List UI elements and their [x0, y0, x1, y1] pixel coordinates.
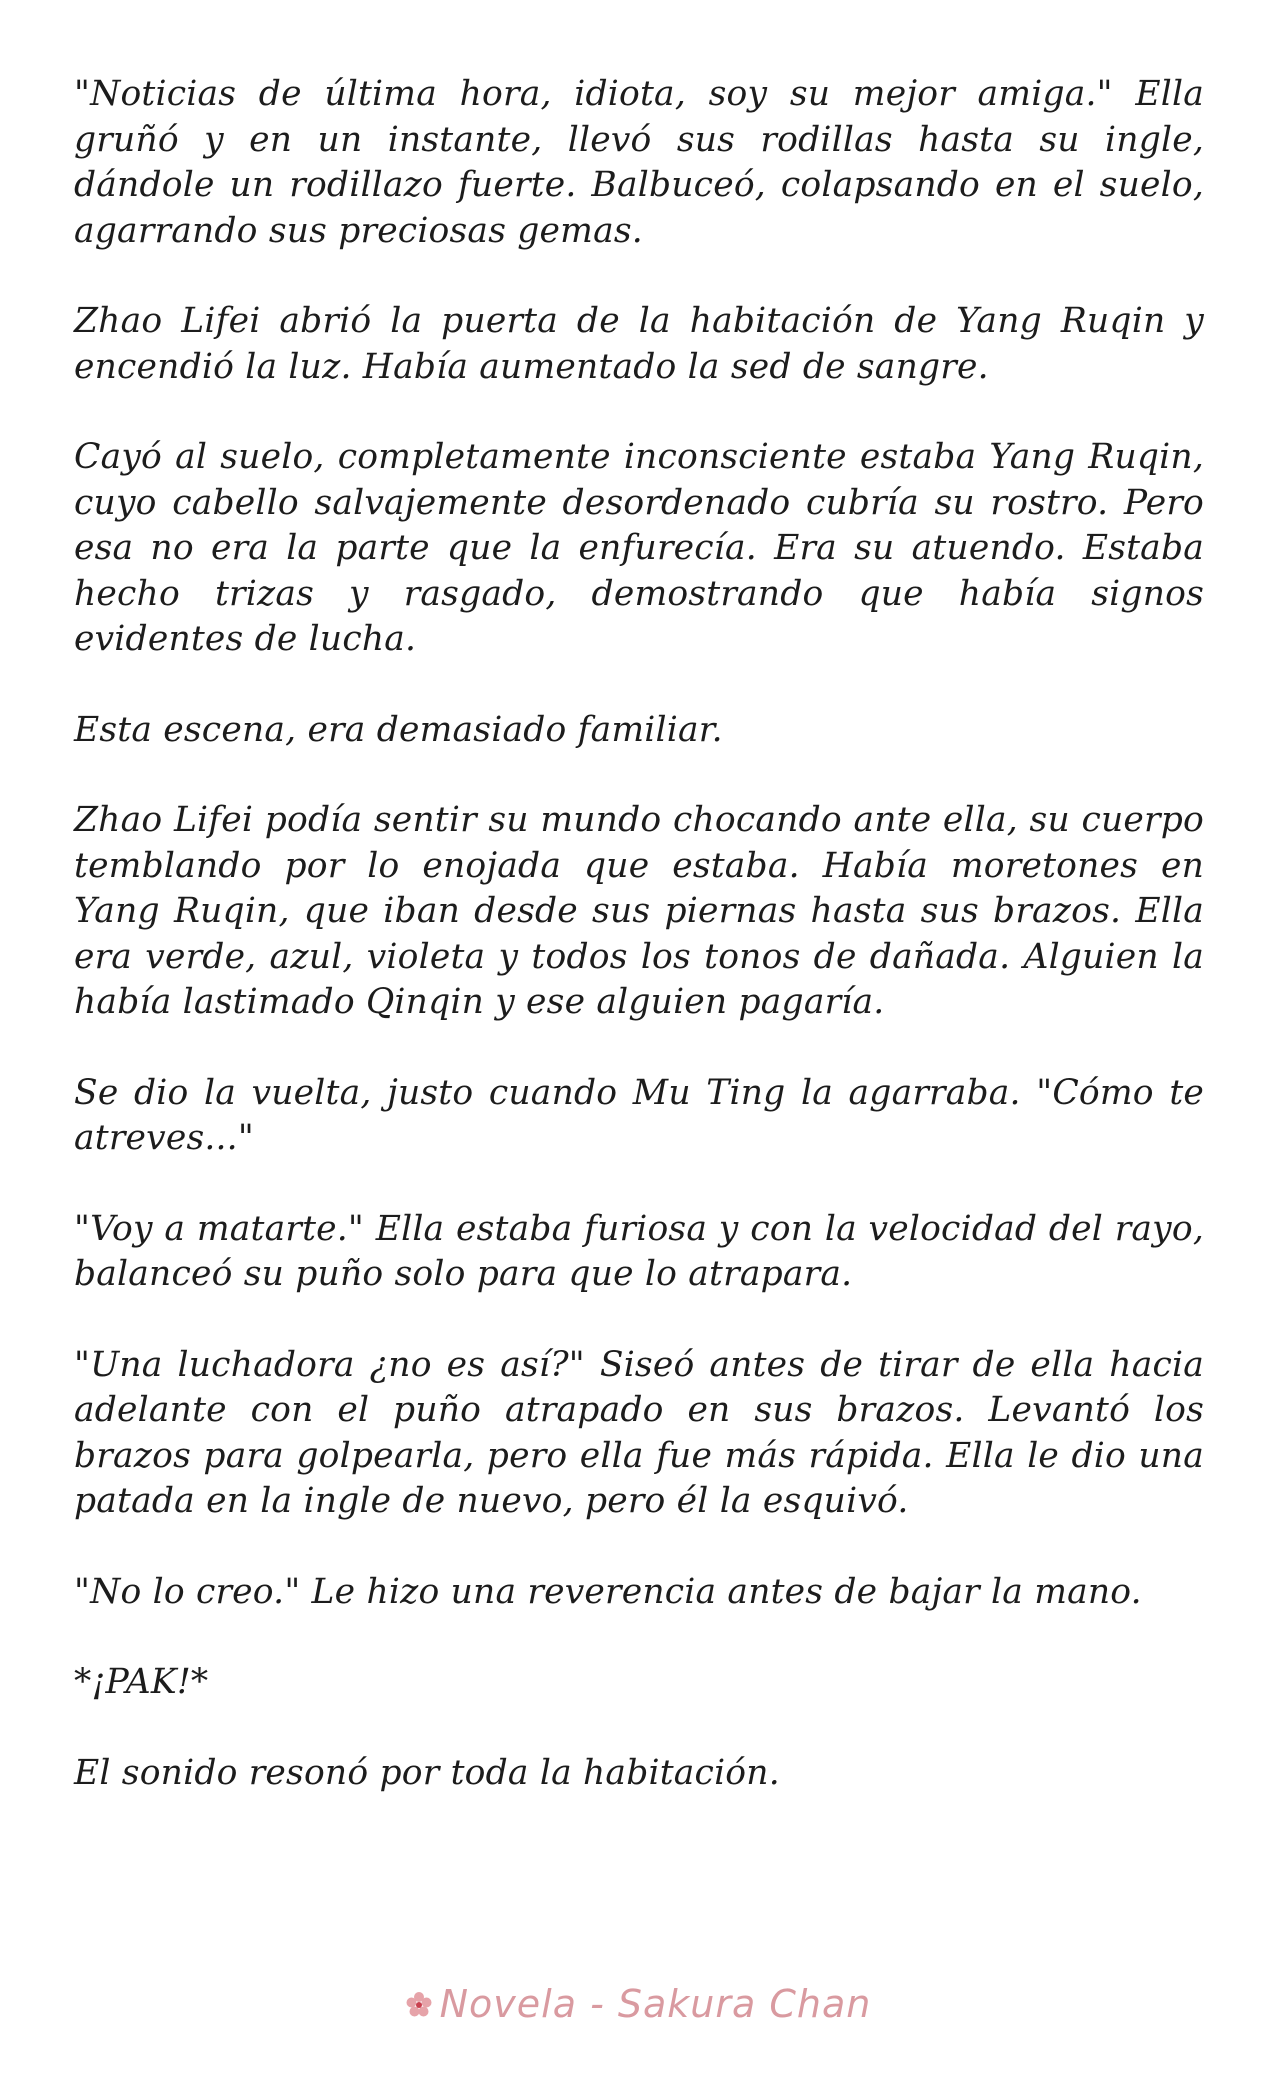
- paragraph-10: *¡PAK!*: [74, 1662, 209, 1702]
- paragraph-11: El sonido resonó por toda la habitación.: [74, 1752, 780, 1793]
- document-body: [74, 72, 1204, 1841]
- sakura-blossom-icon: [404, 1985, 434, 2029]
- paragraph-6: Se dio la vuelta, justo cuando Mu Ting la agarraba. "Cómo te atreves...": [74, 1072, 1204, 1158]
- paragraph-7: "Voy a matarte." Ella estaba furiosa y con la velocidad del rayo, balanceó su puño solo para que lo atrapara.: [74, 1208, 1204, 1294]
- paragraph-8: "Una luchadora ¿no es así?" Siseó antes de tirar de ella hacia adelante con el puño atrapado en sus brazos. Levantó los brazos para golpearla, pero ella fue más rápida. Ella le dio una patada en la ingle de nuevo, pero él la esquivó.: [74, 1344, 1204, 1521]
- paragraph-4: Esta escena, era demasiado familiar.: [74, 709, 723, 750]
- paragraph-3: Cayó al suelo, completamente inconsciente estaba Yang Ruqin, cuyo cabello salvajemente desordenado cubría su rostro. Pero esa no era la parte que la enfurecía. Era su atuendo. Estaba hecho trizas y rasgado, demostrando que había signos evidentes de lucha.: [74, 437, 1204, 659]
- paragraph-9: "No lo creo." Le hizo una reverencia antes de bajar la mano.: [74, 1571, 1142, 1612]
- paragraph-1: "Noticias de última hora, idiota, soy su mejor amiga." Ella gruñó y en un instante, llevó sus rodillas hasta su ingle, dándole un rodillazo fuerte. Balbuceó, colapsando en el suelo, agarrando sus preciosas gemas.: [74, 74, 1204, 251]
- footer-watermark: [0, 1982, 1275, 2029]
- paragraph-2: Zhao Lifei abrió la puerta de la habitación de Yang Ruqin y encendió la luz. Había aumentado la sed de sangre.: [74, 301, 1204, 387]
- paragraph-5: Zhao Lifei podía sentir su mundo chocando ante ella, su cuerpo temblando por lo enojada que estaba. Había moretones en Yang Ruqin, que iban desde sus piernas hasta sus brazos. Ella era verde, azul, violeta y todos los tonos de dañada. Alguien la había lastimado Qinqin y ese alguien pagaría.: [74, 800, 1204, 1022]
- footer-text: Novela - Sakura Chan: [439, 1982, 872, 2026]
